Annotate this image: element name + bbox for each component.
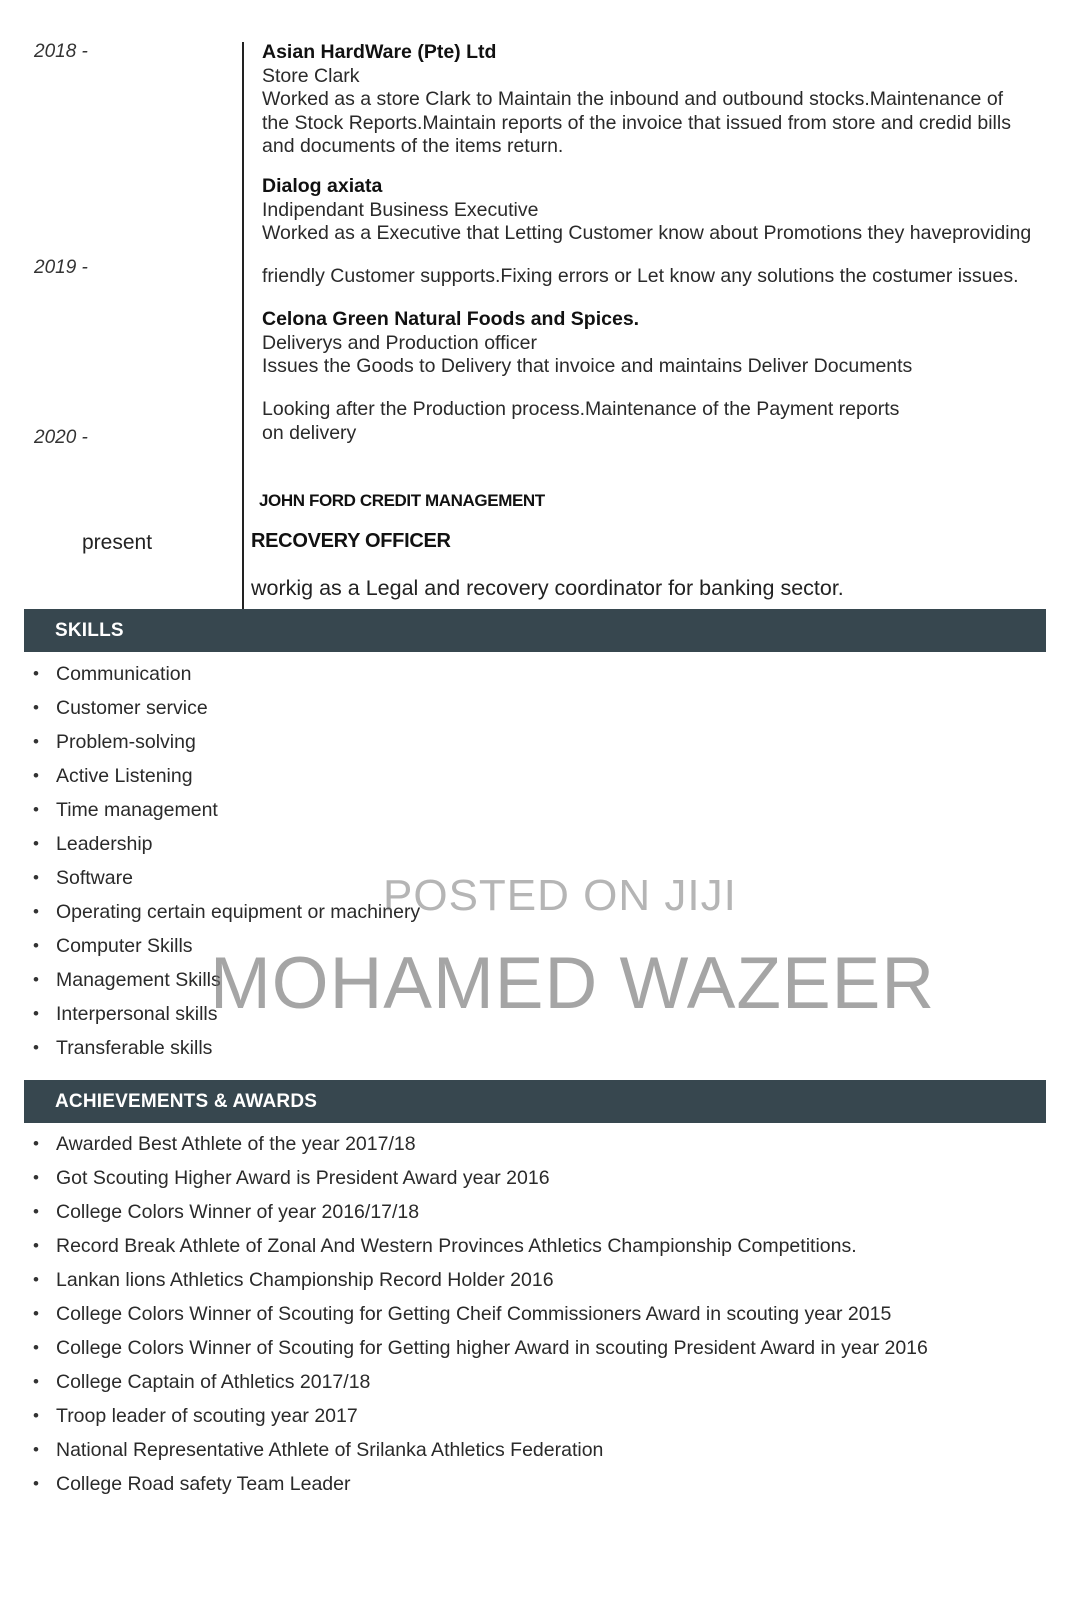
- year-2020: 2020 -: [34, 427, 88, 448]
- achievements-header: [24, 1080, 1046, 1123]
- skill-item: • Active Listening: [24, 765, 1064, 799]
- job-celona-details: [262, 398, 1062, 445]
- job-description-line: Worked as a Executive that Letting Customer know about Promotions they haveproviding: [262, 222, 1032, 244]
- watermark-posted: POSTED ON JIJI: [383, 871, 737, 920]
- achievement-item: • National Representative Athlete of Srilanka Athletics Federation: [24, 1439, 1064, 1473]
- timeline-divider: [242, 42, 244, 624]
- job-role: Deliverys and Production officer: [262, 331, 537, 354]
- job-company: Celona Green Natural Foods and Spices.: [262, 308, 640, 330]
- section-title: SKILLS: [55, 620, 124, 641]
- achievement-item: • College Colors Winner of Scouting for Getting higher Award in scouting President Award in year 2016: [24, 1337, 1064, 1371]
- skill-item: • Customer service: [24, 697, 1064, 731]
- job-description-line: Issues the Goods to Delivery that invoice and maintains Deliver Documents: [262, 355, 913, 377]
- year-present: present: [82, 531, 153, 554]
- achievement-item: • College Colors Winner of Scouting for Getting Cheif Commissioners Award in scouting year 2015: [24, 1303, 1064, 1337]
- achievement-item: • College Colors Winner of year 2016/17/18: [24, 1201, 1064, 1235]
- achievement-item: • Lankan lions Athletics Championship Record Holder 2016: [24, 1269, 1064, 1303]
- job-dialog-axiata: [262, 175, 1062, 246]
- achievements-list: [24, 1133, 1064, 1507]
- skill-item: • Problem-solving: [24, 731, 1064, 765]
- job-company: Asian HardWare (Pte) Ltd: [262, 41, 497, 63]
- job-description-line: workig as a Legal and recovery coordinator for banking sector.: [251, 576, 844, 600]
- job-asian-hardware: [262, 41, 1062, 159]
- skill-item: • Operating certain equipment or machinery: [24, 901, 1064, 935]
- skills-header: [24, 609, 1046, 652]
- skill-item: • Communication: [24, 663, 1064, 697]
- year-2018: 2018 -: [34, 41, 88, 62]
- achievement-item: • College Captain of Athletics 2017/18: [24, 1371, 1064, 1405]
- job-description-line: and documents of the items return.: [262, 135, 564, 157]
- job-role: Indipendant Business Executive: [262, 198, 539, 221]
- job-description-line: the Stock Reports.Maintain reports of the invoice that issued from store and credid bills: [262, 111, 1011, 134]
- job-company: JOHN FORD CREDIT MANAGEMENT: [259, 491, 545, 510]
- skill-item: • Software: [24, 867, 1064, 901]
- section-title: ACHIEVEMENTS & AWARDS: [55, 1091, 318, 1112]
- achievement-item: • Record Break Athlete of Zonal And Western Provinces Athletics Championship Competitions.: [24, 1235, 1064, 1269]
- achievement-item: • Got Scouting Higher Award is President Award year 2016: [24, 1167, 1064, 1201]
- job-description-line: Worked as a store Clark to Maintain the inbound and outbound stocks.Maintenance of: [262, 88, 1004, 110]
- skill-item: • Interpersonal skills: [24, 1003, 1064, 1037]
- job-description-line: Looking after the Production process.Maintenance of the Payment reports: [262, 398, 900, 420]
- job-company: Dialog axiata: [262, 175, 383, 197]
- skill-item: • Transferable skills: [24, 1037, 1064, 1071]
- achievement-item: • Awarded Best Athlete of the year 2017/18: [24, 1133, 1064, 1167]
- skill-item: • Leadership: [24, 833, 1064, 867]
- job-role: RECOVERY OFFICER: [251, 530, 451, 552]
- skill-item: • Time management: [24, 799, 1064, 833]
- watermark-name: MOHAMED WAZEER: [210, 943, 936, 1024]
- skill-item: • Computer Skills: [24, 935, 1064, 969]
- job-description-line: on delivery: [262, 421, 357, 444]
- job-description-line: friendly Customer supports.Fixing errors or Let know any solutions the costumer issues.: [262, 265, 1019, 287]
- achievement-item: • Troop leader of scouting year 2017: [24, 1405, 1064, 1439]
- year-2019: 2019 -: [34, 257, 88, 278]
- skill-item: • Management Skills: [24, 969, 1064, 1003]
- achievement-item: • College Road safety Team Leader: [24, 1473, 1064, 1507]
- job-celona-green: [262, 308, 1062, 379]
- job-role: Store Clark: [262, 64, 360, 87]
